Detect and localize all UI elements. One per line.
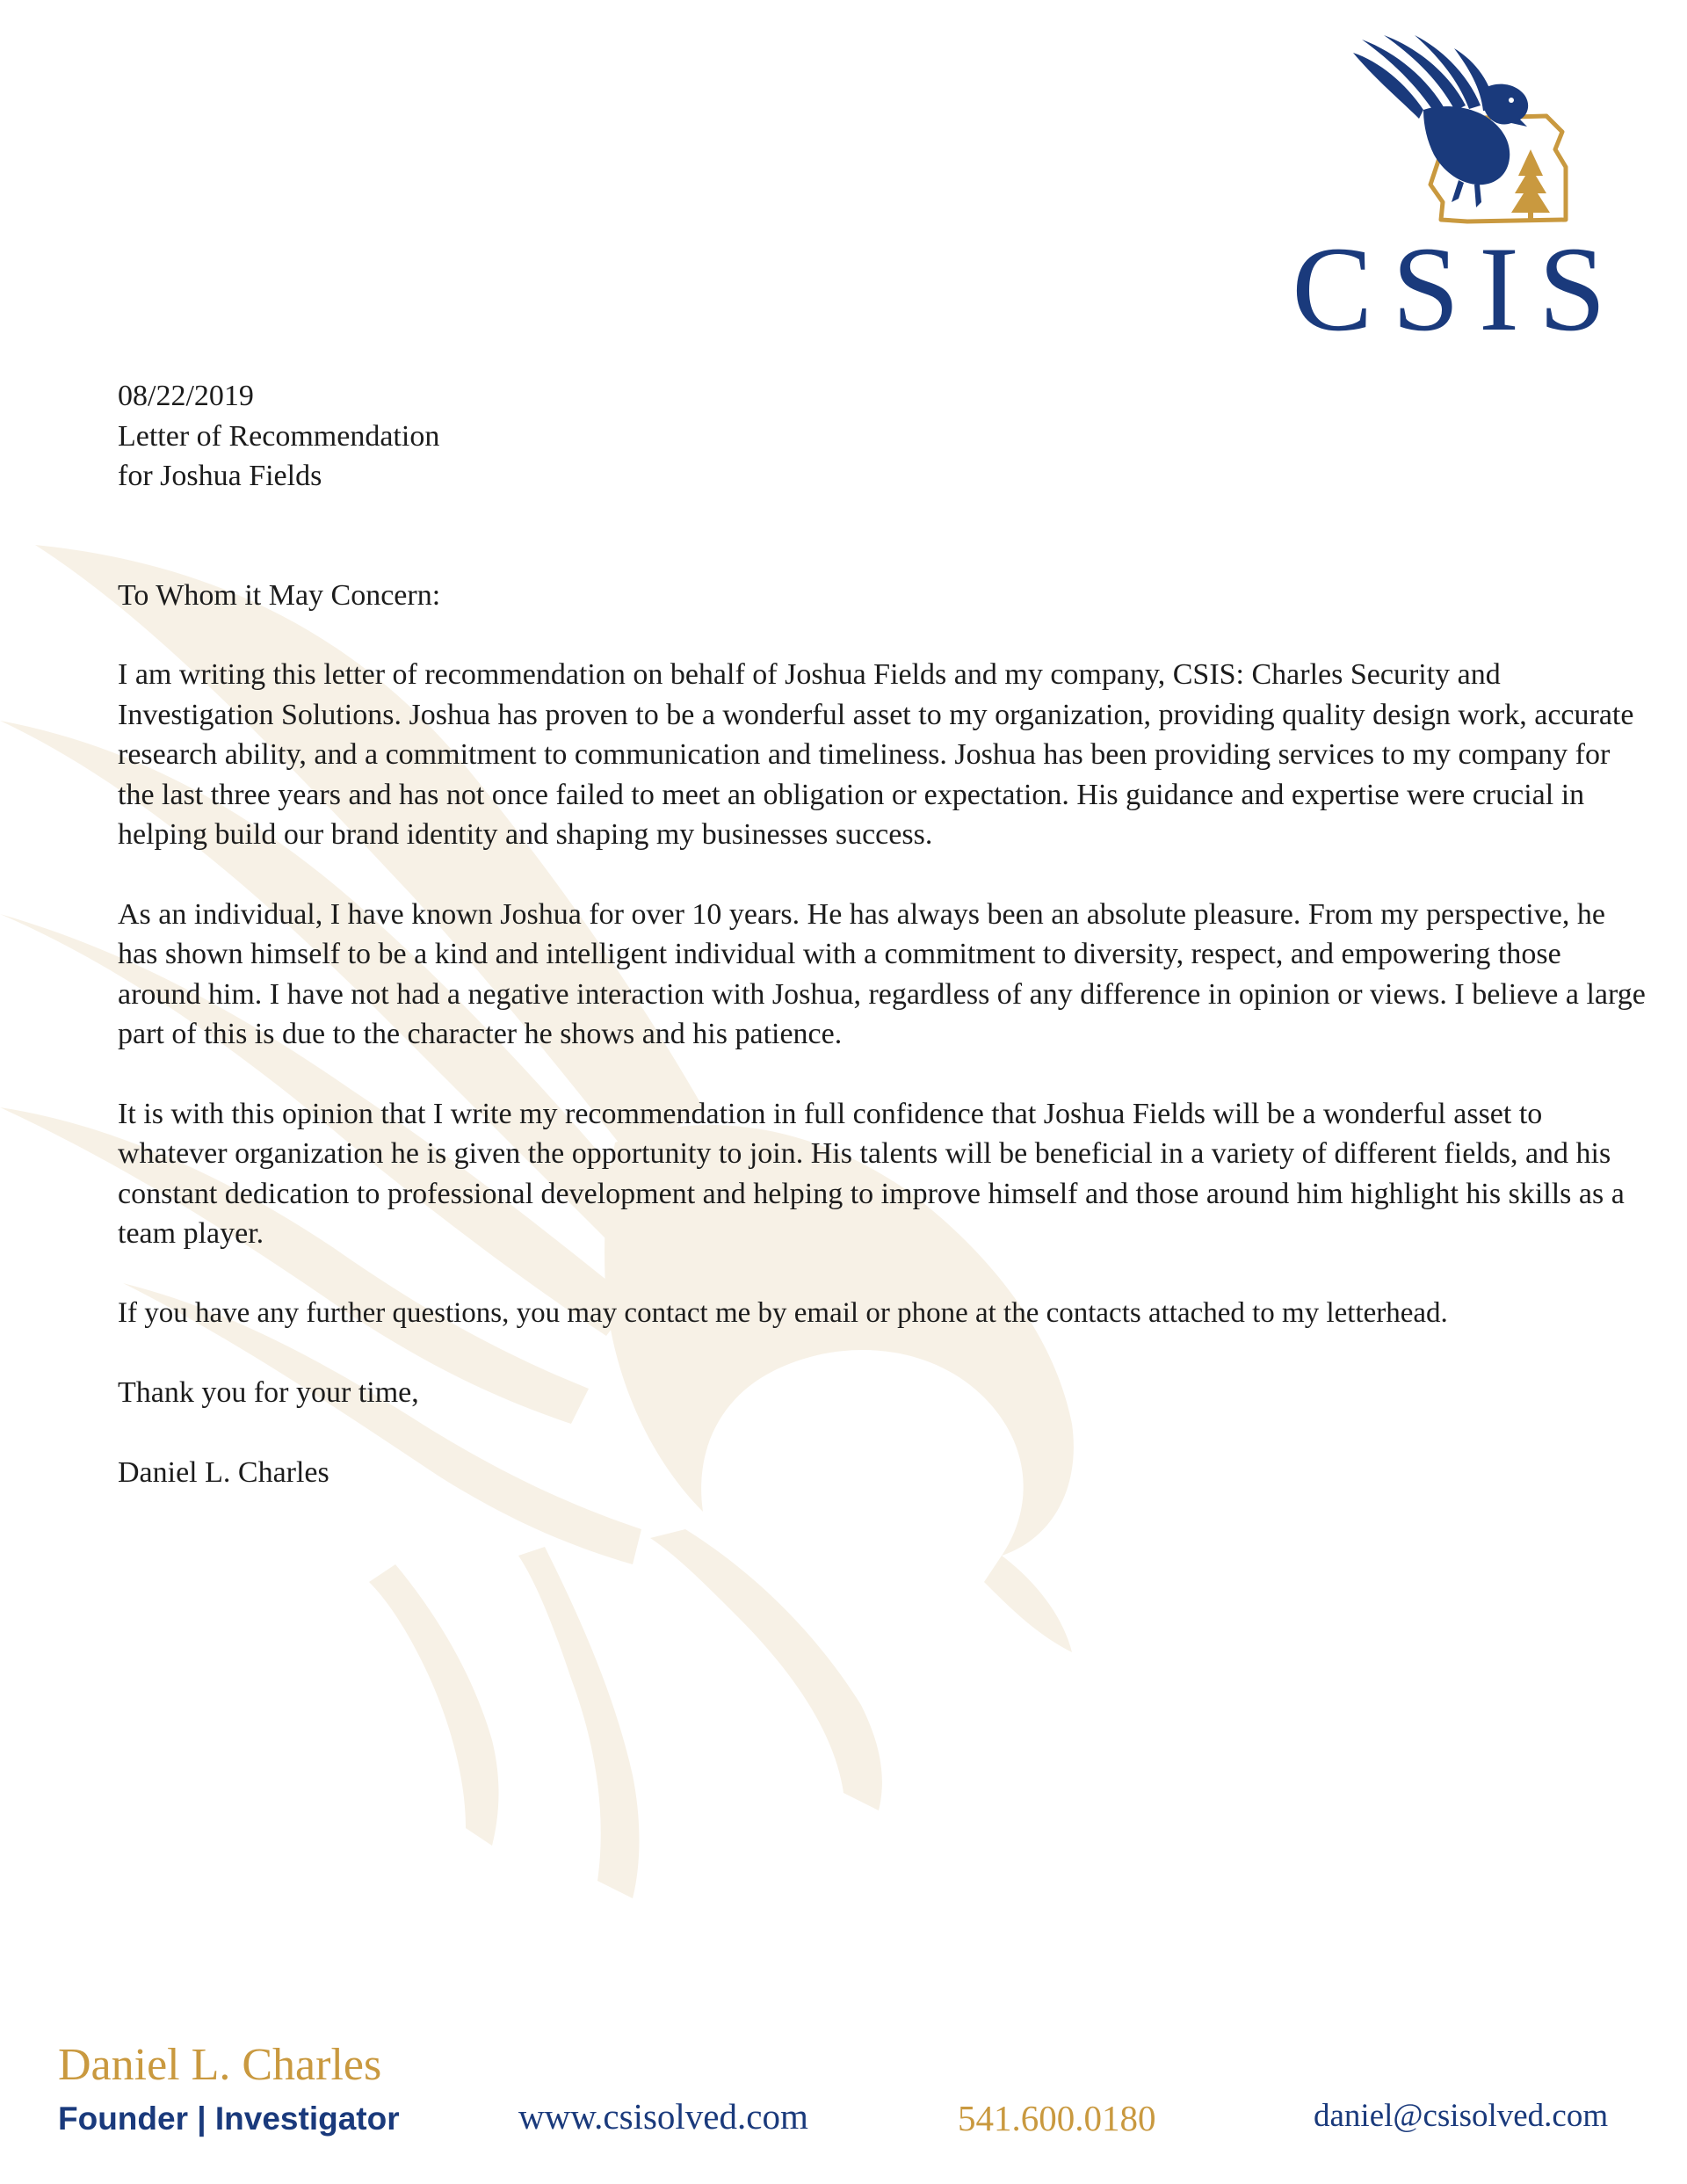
letter-signature: Daniel L. Charles <box>118 1455 329 1489</box>
letter-closing: Thank you for your time, <box>118 1376 419 1409</box>
letter-date: 08/22/2019 <box>118 380 254 412</box>
letter-paragraph-4: If you have any further questions, you may contact me by email or phone at the contacts attached to my letterhead. <box>118 1296 1448 1329</box>
letter-paragraph-2: As an individual, I have known Joshua for over 10 years. He has always been an absolute pleasure. From my perspective, he has shown himself to be a kind and intelligent individual with a commitment to diversity, respect, and empowering those around him. I have not had a negative interaction with Joshua, regardless of any difference in opinion or views. I believe a large part of this is due to the character he shows and his patience. <box>118 897 1646 1050</box>
letter-header <box>118 376 1647 497</box>
footer-phone: 541.600.0180 <box>958 2098 1156 2138</box>
letter-paragraph-1: I am writing this letter of recommendation on behalf of Joshua Fields and my company, CSIS: Charles Security and Investigation Solutions. Joshua has proven to be a wonderful asset to my organization, providing quality design work, accurate research ability, and a commitment to communication and timeliness. Joshua has been providing services to my company for the last three years and has not once failed to meet an obligation or expectation. His guidance and expertise were crucial in helping build our brand identity and shaping my businesses success. <box>118 658 1634 851</box>
letterhead-footer <box>0 2039 1687 2180</box>
footer-name: Daniel L. Charles <box>58 2040 382 2090</box>
letter-body <box>118 376 1647 1532</box>
company-logo-text: CSIS <box>1292 221 1625 356</box>
letter-paragraph-3: It is with this opinion that I write my recommendation in full confidence that Joshua Fields will be a wonderful asset to whatever organization he is given the opportunity to join. His talents will be beneficial in a variety of different fields, and his constant dedication to professional development and helping to improve himself and those around him highlight his skills as a team player. <box>118 1097 1625 1250</box>
letter-salutation: To Whom it May Concern: <box>118 578 441 612</box>
footer-role: Founder | Investigator <box>58 2101 400 2137</box>
letter-subject-line-1: Letter of Recommendation <box>118 419 440 453</box>
letter-subject-line-2: for Joshua Fields <box>118 460 322 492</box>
footer-website: www.csisolved.com <box>518 2096 808 2137</box>
eagle-oregon-emblem-icon <box>1336 35 1599 246</box>
footer-email: daniel@csisolved.com <box>1314 2098 1609 2134</box>
company-logo <box>1265 35 1652 356</box>
